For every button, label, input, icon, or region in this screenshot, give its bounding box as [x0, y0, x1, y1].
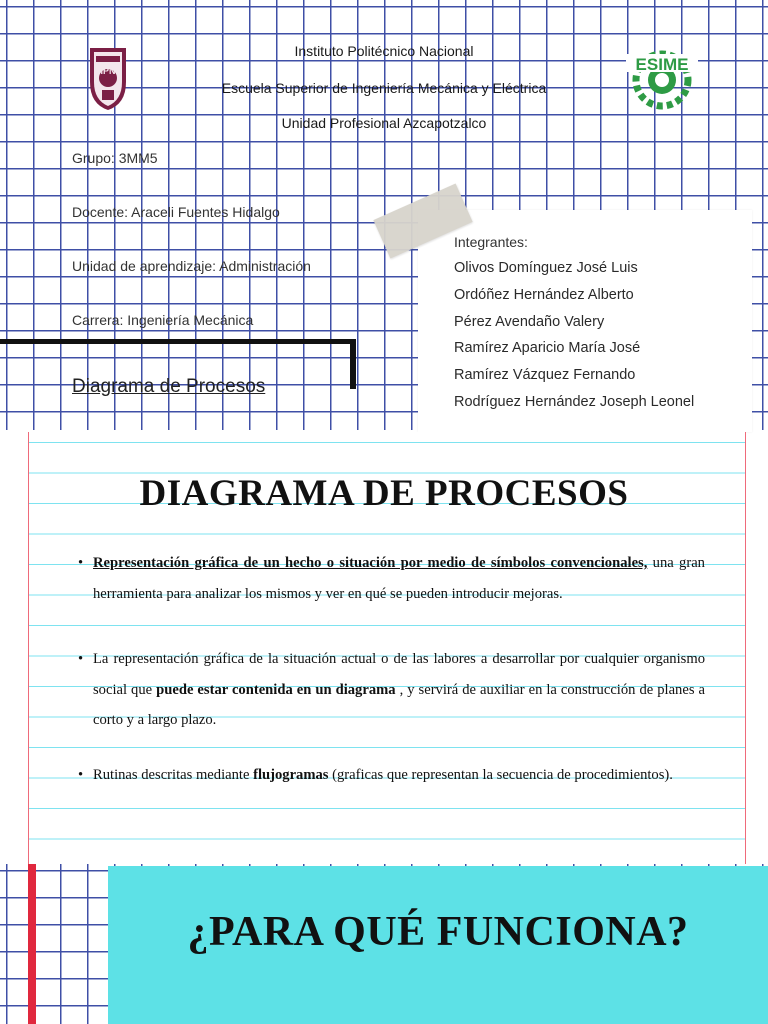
members-label: Integrantes:	[454, 234, 528, 250]
bullet-text	[78, 760, 705, 791]
bullet-text	[78, 644, 705, 736]
bullet-emphasis: puede estar contenida en un diagrama	[156, 681, 396, 698]
group-info: Grupo: 3MM5	[72, 150, 158, 166]
institute-name: Instituto Politécnico Nacional	[294, 43, 474, 59]
bullet-emphasis: flujogramas	[253, 767, 329, 783]
bullet-dot: •	[78, 651, 84, 667]
bullet-item	[78, 548, 705, 609]
ipn-logo-text: IPN	[100, 66, 116, 76]
bullet-emphasis: Representación gráfica de un hecho o situación por medio de símbolos convencionales,	[93, 555, 648, 571]
bullet-start: La representación gráfica de la situación actual o de las labores a desarrollar por cualquier organismo social que	[93, 651, 705, 698]
bullet-text	[78, 548, 705, 609]
bullet-end: (graficas que representan la secuencia de procedimientos).	[328, 767, 673, 783]
bullet-dot: •	[78, 767, 84, 783]
subtitle-frame-side	[350, 339, 356, 389]
member-item: Ramírez Aparicio María José	[454, 340, 641, 356]
member-item: Olivos Domínguez José Luis	[454, 260, 638, 276]
main-title: DIAGRAMA DE PROCESOS	[139, 473, 629, 514]
bullet-rest: una gran herramienta para analizar los mismos y ver en qué se pueden introducir mejoras.	[93, 555, 705, 602]
document-subtitle: Diagrama de Procesos	[72, 376, 266, 397]
member-item: Ordóñez Hernández Alberto	[454, 287, 634, 303]
campus-unit: Unidad Profesional Azcapotzalco	[281, 115, 487, 131]
member-item: Rodríguez Hernández Joseph Leonel	[454, 394, 695, 410]
subject-info: Unidad de aprendizaje: Administración	[72, 258, 311, 274]
career-info: Carrera: Ingeniería Mecánica	[72, 312, 254, 328]
bullet-dot: •	[78, 555, 84, 571]
section-banner	[108, 866, 768, 1024]
subtitle-frame-top	[0, 339, 356, 344]
members-card	[418, 210, 752, 432]
bullet-item	[78, 760, 705, 791]
teacher-info: Docente: Araceli Fuentes Hidalgo	[72, 204, 280, 220]
member-item: Pérez Avendaño Valery	[454, 314, 605, 330]
member-item: Ramírez Vázquez Fernando	[454, 367, 636, 383]
banner-heading: ¿PARA QUÉ FUNCIONA?	[187, 909, 689, 955]
margin-bar	[28, 864, 36, 1024]
bullet-end: , y servirá de auxiliar en la construcción de planes a corto y a largo plazo.	[93, 681, 705, 728]
school-name: Escuela Superior de Ingeniería Mecánica y Eléctrica	[221, 80, 547, 96]
bullet-start: Rutinas descritas mediante	[93, 767, 254, 783]
bullet-item	[78, 644, 705, 736]
esime-logo-text: ESIME	[635, 55, 689, 74]
